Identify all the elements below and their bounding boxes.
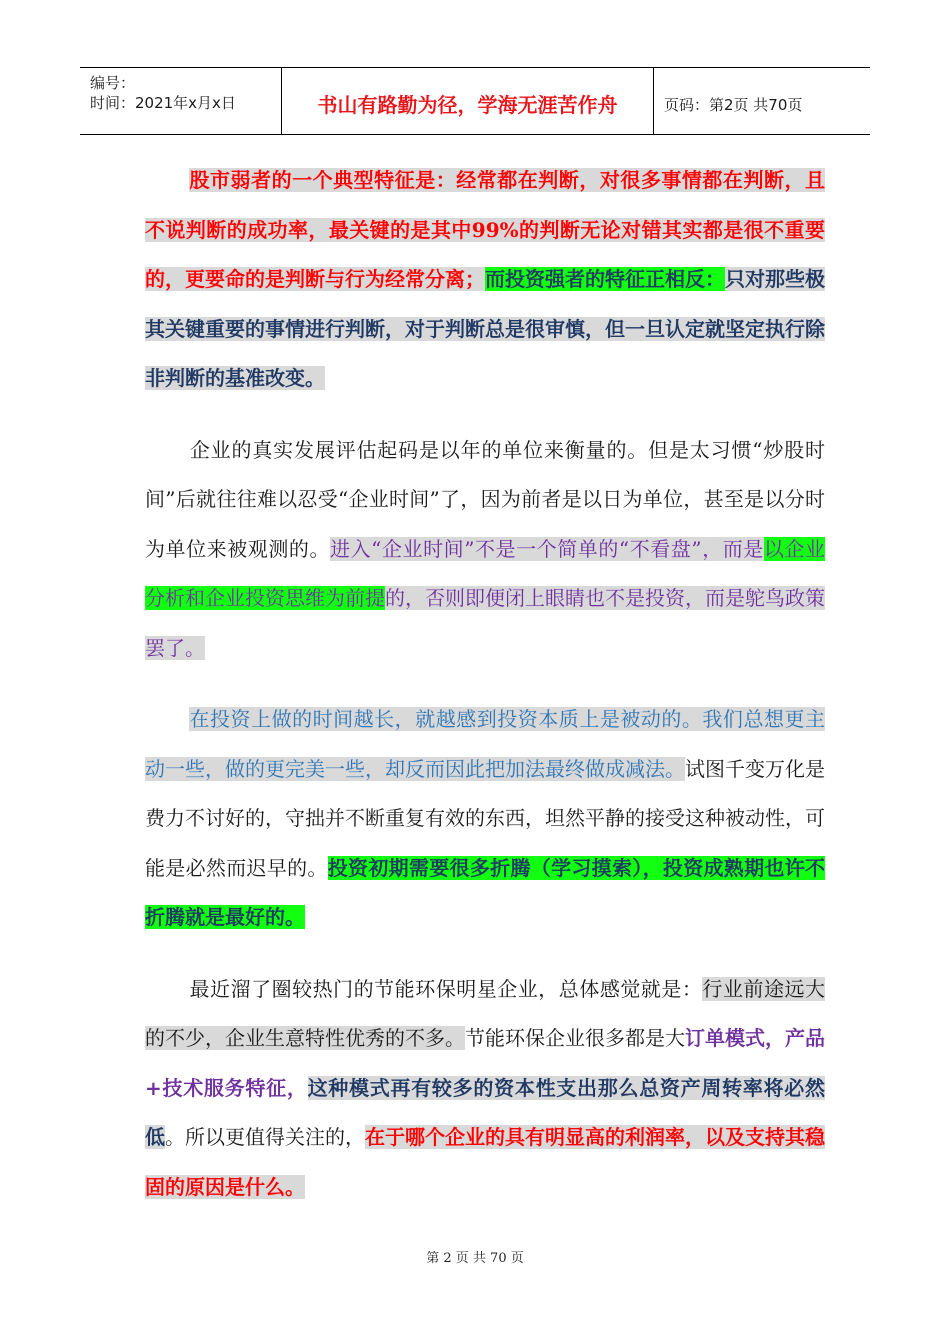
page-label: 页码：第2页 共70页 (664, 96, 803, 114)
number-label: 编号： (90, 74, 136, 92)
text-segment: 行业前途远大的不少，企业生意特性优秀的不多。 (145, 976, 826, 1050)
header-meta-cell (80, 68, 282, 134)
page-footer: 第 2 页 共 70 页 (426, 1251, 524, 1266)
paragraph (145, 156, 825, 404)
document-body (145, 156, 825, 1212)
text-segment: 在投资上做的时间越长，就越感到投资本质上是被动的。我们总想更主动一些，做的更完美一些，却反而因此把加法最终做成减法。 (145, 707, 825, 781)
paragraph (145, 965, 825, 1213)
paragraph (145, 426, 825, 674)
text-segment: 的，否则即便闭上眼睛也不是投资，而是鸵鸟政策罢了。 (145, 586, 825, 660)
text-segment: 最近溜了圈较热门的节能环保明星企业，总体感觉就是： (189, 976, 703, 1001)
text-segment: 。所以更值得关注的， (165, 1125, 365, 1149)
text-segment: 试图千变万化是费力不讨好的，守拙并不断重复有效的东西，坦然平静的接受这种被动性，可能是必然而迟早的。 (145, 756, 825, 880)
text-segment: 只对那些极其关键重要的事情进行判断，对于判断总是很审慎，但一旦认定就坚定执行除非判断的基准改变。 (145, 267, 825, 390)
date-label: 时间：2021年x月x日 (90, 94, 236, 112)
motto: 书山有路勤为径，学海无涯苦作舟 (282, 68, 654, 134)
text-segment: 以企业分析和企业投资思维为前提 (145, 536, 826, 610)
paragraph (145, 695, 825, 943)
text-segment: 而投资强者的特征正相反： (485, 267, 725, 291)
text-segment: 投资初期需要很多折腾（学习摸索），投资成熟期也许不折腾就是最好的。 (145, 855, 826, 929)
text-segment: 节能环保企业很多都是大 (465, 1026, 685, 1050)
text-segment: 这种模式再有较多的资本性支出那么总资产周转率将必然低 (145, 1075, 826, 1149)
text-segment: 在于哪个企业的具有明显高的利润率，以及支持其稳固的原因是什么。 (145, 1125, 825, 1199)
text-segment: 订单模式，产品+技术服务特征， (145, 1026, 825, 1100)
text-segment: 股市弱者的一个典型特征是：经常都在判断，对很多事情都在判断，且不说判断的成功率，最关键的是其中99%的判断无论对错其实都是很不重要的，更要命的是判断与行为经常分离； (145, 168, 825, 291)
text-segment: 进入“企业时间”不是一个简单的“不看盘”，而是 (330, 536, 764, 561)
text-segment: 企业的真实发展评估起码是以年的单位来衡量的。但是太习惯“炒股时间”后就往往难以忍受“企业时间”了，因为前者是以日为单位，甚至是以分时为单位来被观测的。 (145, 437, 825, 561)
header-table (80, 67, 870, 135)
